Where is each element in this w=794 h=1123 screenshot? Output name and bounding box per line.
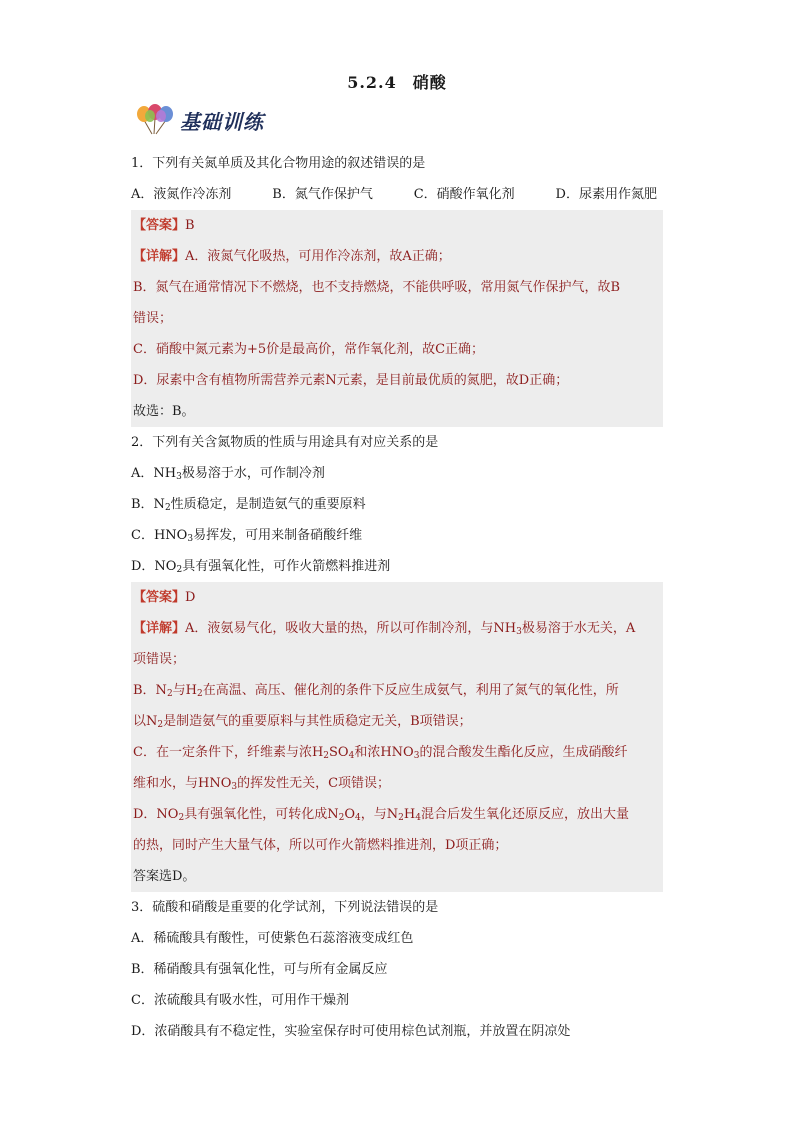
q3-option-a: A．稀硫酸具有酸性，可使紫色石蕊溶液变成红色 [131,931,414,946]
question-content [131,148,663,1047]
answer-tag: 【答案】 [133,218,186,233]
q1-options [131,179,657,210]
q2-answer-box [131,582,663,892]
q2-option-d-sub: 2 [176,565,183,575]
q3-option-b: B．稀硝酸具有强氧化性，可与所有金属反应 [131,962,388,977]
q2-option-b-sub: 2 [164,503,171,513]
q2-option-c-post: 易挥发，可用来制备硝酸纤维 [193,528,363,543]
q2-option-b [131,489,663,520]
q2-detail-d-p5: H [403,807,416,822]
q2-detail-a [133,613,661,644]
q2-option-b-pre: B．N [131,497,165,512]
q1-detail-a [133,241,661,272]
q2-detail-b-s2: 2 [197,689,203,699]
q2-detail-d-s2: 2 [338,813,345,823]
q1-option-b: B．氮气作保护气 [272,187,373,202]
q1-detail-c: C．硝酸中氮元素为+5价是最高价，常作氧化剂，故C正确； [133,342,485,357]
q2-option-c-sub: 3 [187,534,194,544]
q2-option-d-pre: D．NO [131,559,177,574]
q2-detail-d-s5: 4 [415,813,421,823]
q3-option-c: C．浓硫酸具有吸水性，可用作干燥剂 [131,993,349,1008]
q2-detail-b2-p1: 以N [133,714,158,729]
q2-detail-b-p2: 与H [172,683,198,698]
q2-option-b-post: 性质稳定，是制造氨气的重要原料 [170,497,366,512]
q2-detail-b-p1: B．N [133,683,167,698]
q2-detail-c-s2: 4 [348,751,355,761]
q2-detail-b-p3: 在高温、高压、催化剂的条件下反应生成氨气，利用了氮气的氧化性，所 [202,683,619,698]
q2-detail-c-cont [133,768,661,799]
q2-detail-b-s1: 2 [166,689,173,699]
q2-detail-d-p2: 具有强氧化性，可转化成N [184,807,339,822]
balloons-icon [134,104,176,136]
q2-detail-d-s1: 2 [178,813,185,823]
q2-option-a [131,458,663,489]
q1-detail-d: D．尿素中含有植物所需营养元素N元素，是目前最优质的氮肥，故D正确； [133,373,569,388]
q1-answer: B [185,218,195,233]
q2-conclusion: 答案选D。 [133,869,196,884]
q1-stem: 1．下列有关氮单质及其化合物用途的叙述错误的是 [131,156,426,171]
q2-option-c [131,520,663,551]
q2-detail-d-s4: 2 [398,813,404,823]
detail-tag: 【详解】 [133,621,186,636]
q2-stem: 2．下列有关含氮物质的性质与用途具有对应关系的是 [131,435,439,450]
answer-tag: 【答案】 [133,590,186,605]
q2-detail-c-s3: 3 [413,751,420,761]
detail-tag: 【详解】 [133,249,186,264]
q1-option-a: A．液氮作冷冻剂 [131,187,232,202]
q2-detail-d-p3: O [344,807,355,822]
q2-detail-c-p3: 和浓HNO [354,745,414,760]
q1-option-d: D．尿素用作氮肥 [555,187,657,202]
q2-option-c-pre: C．HNO [131,528,188,543]
q2-option-d-post: 具有强氧化性，可作火箭燃料推进剂 [182,559,391,574]
q2-detail-b [133,675,661,706]
q2-detail-b2-p2: 是制造氨气的重要原料与其性质稳定无关，B项错误； [163,714,472,729]
q2-detail-d-cont: 的热，同时产生大量气体，所以可作火箭燃料推进剂，D项正确； [133,838,508,853]
q1-detail-a-text: A．液氮气化吸热，可用作冷冻剂，故A正确； [185,249,451,264]
q2-detail-c2-s1: 3 [231,782,238,792]
q2-detail-a-pre: A．液氨易气化，吸收大量的热，所以可作制冷剂，与NH [185,621,517,636]
banner-label: 基础训练 [180,109,264,134]
section-name: 硝酸 [412,73,447,92]
q2-detail-c2-p1: 维和水，与HNO [133,776,232,791]
q2-answer: D [185,590,196,605]
section-number: 5.2.4 [347,73,397,92]
q2-detail-d-p1: D．NO [133,807,179,822]
q3-stem: 3．硫酸和硝酸是重要的化学试剂，下列说法错误的是 [131,900,439,915]
q2-option-a-post: 极易溶于水，可作制冷剂 [181,466,325,481]
q2-detail-c-p4: 的混合酸发生酯化反应，生成硝酸纤 [419,745,628,760]
q2-option-d [131,551,663,582]
q2-detail-c-p1: C．在一定条件下，纤维素与浓H [133,745,324,760]
section-banner [134,104,264,136]
q1-conclusion: 故选：B。 [133,404,195,419]
q2-detail-d [133,799,661,830]
q2-detail-d-s3: 4 [355,813,361,823]
q2-detail-a-sub: 3 [516,627,522,637]
q1-answer-line [133,210,661,241]
q2-option-a-pre: A．NH [131,466,177,481]
page-title [0,70,794,93]
q2-detail-c-s1: 2 [323,751,330,761]
q1-option-c: C．硝酸作氧化剂 [413,187,515,202]
q2-detail-a-cont: 项错误； [133,652,186,667]
q2-detail-d-p4: ，与N [360,807,399,822]
q2-detail-c [133,737,661,768]
q2-detail-c-p2: SO [329,745,349,760]
q1-detail-b-cont: 错误； [133,311,173,326]
q2-option-a-sub: 3 [176,472,182,482]
q3-option-d: D．浓硝酸具有不稳定性，实验室保存时可使用棕色试剂瓶，并放置在阴凉处 [131,1024,571,1039]
q2-detail-a-post: 极易溶于水无关，A [521,621,636,636]
q1-detail-b: B．氮气在通常情况下不燃烧，也不支持燃烧，不能供呼吸，常用氮气作保护气，故B [133,280,621,295]
q2-answer-line [133,582,661,613]
q2-detail-d-p6: 混合后发生氧化还原反应，放出大量 [420,807,629,822]
q2-detail-b-cont [133,706,661,737]
q2-detail-c2-p2: 的挥发性无关，C项错误； [237,776,391,791]
q2-detail-b2-s1: 2 [157,720,164,730]
q1-answer-box [131,210,663,427]
